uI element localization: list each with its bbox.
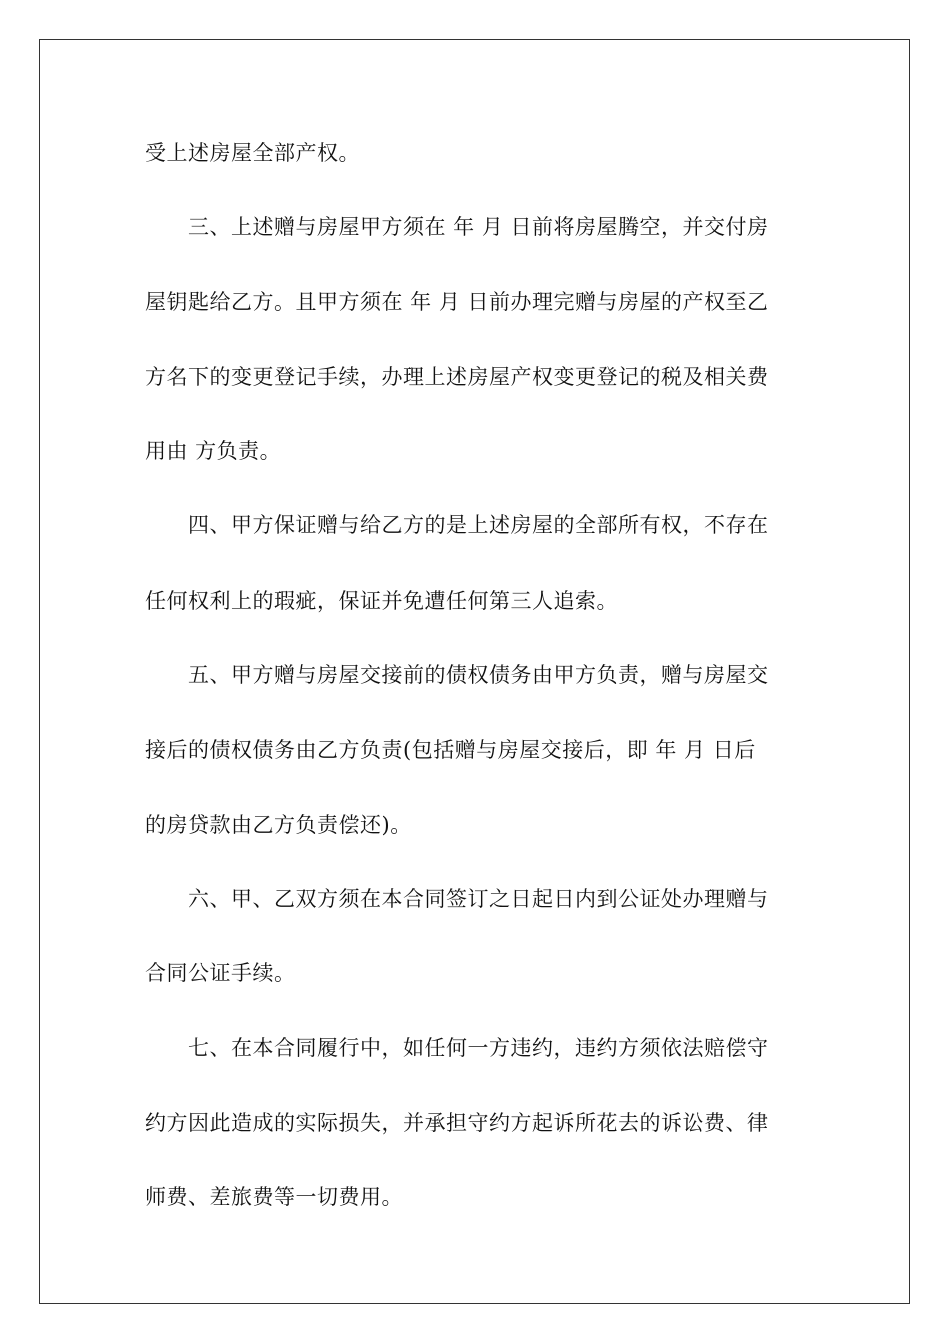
text-line: 五、甲方赠与房屋交接前的债权债务由甲方负责，赠与房屋交 — [145, 663, 769, 687]
text-line: 七、在本合同履行中，如任何一方违约，违约方须依法赔偿守 — [145, 1036, 769, 1060]
text-line: 六、甲、乙双方须在本合同签订之日起日内到公证处办理赠与 — [145, 887, 769, 911]
text-line: 屋钥匙给乙方。且甲方须在 年 月 日前办理完赠与房屋的产权至乙 — [145, 290, 769, 314]
text-line: 师费、差旅费等一切费用。 — [145, 1185, 403, 1209]
text-line: 的房贷款由乙方负责偿还)。 — [145, 813, 412, 837]
text-line: 四、甲方保证赠与给乙方的是上述房屋的全部所有权，不存在 — [145, 513, 769, 537]
text-line: 方名下的变更登记手续，办理上述房屋产权变更登记的税及相关费 — [145, 365, 769, 389]
text-line: 约方因此造成的实际损失，并承担守约方起诉所花去的诉讼费、律 — [145, 1111, 769, 1135]
text-line: 合同公证手续。 — [145, 961, 296, 985]
text-line: 任何权利上的瑕疵，保证并免遭任何第三人追索。 — [145, 589, 618, 613]
text-line: 三、上述赠与房屋甲方须在 年 月 日前将房屋腾空，并交付房 — [145, 215, 769, 239]
text-line: 接后的债权债务由乙方负责(包括赠与房屋交接后，即 年 月 日后 — [145, 738, 756, 762]
text-line: 受上述房屋全部产权。 — [145, 141, 360, 165]
text-line: 用由 方负责。 — [145, 439, 282, 463]
